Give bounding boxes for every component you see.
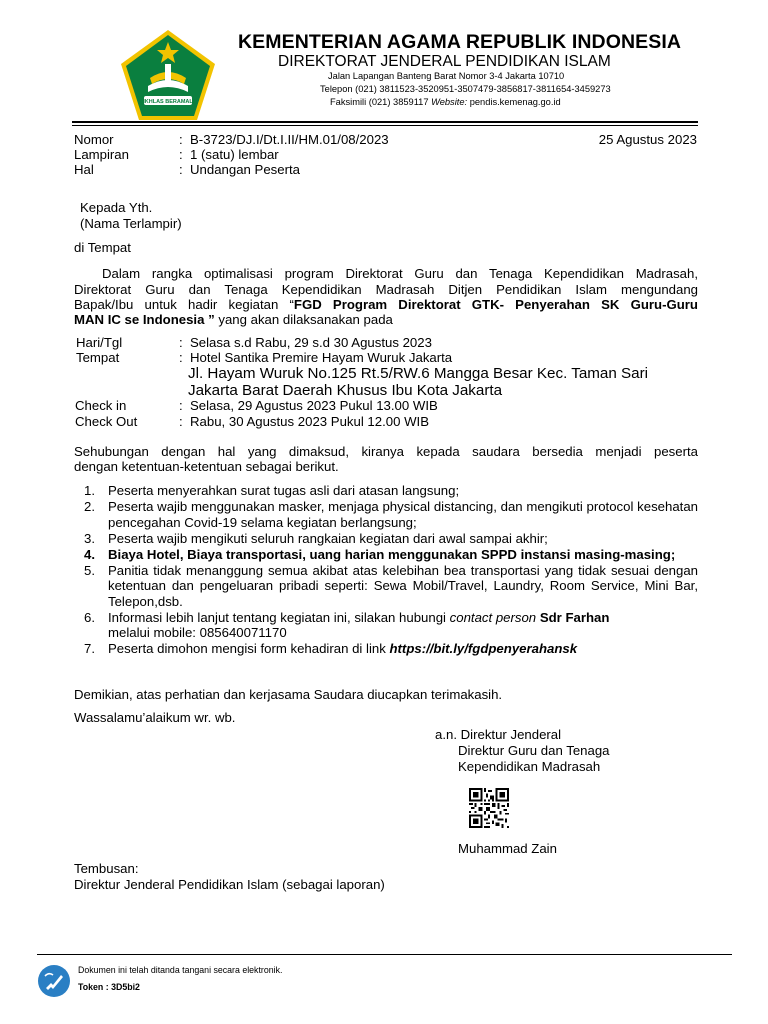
hari-value: Selasa s.d Rabu, 29 s.d 30 Agustus 2023 [190, 335, 432, 350]
closing-line1: Demikian, atas perhatian dan kerjasama Saudara diucapkan terimakasih. [74, 687, 503, 702]
cc-label: Tembusan: [74, 861, 139, 876]
e-sign-token: Token : 3D5bi2 [78, 982, 140, 992]
colon: : [179, 335, 183, 350]
list-item: 2. Peserta wajib menggunakan masker, menjaga physical distancing, dan mengikuti protocol kesehatan pencegahan Covid-19 selama kegiatan berlangsung; [84, 499, 698, 530]
list-item: 7. Peserta dimohon mengisi form kehadiran di link https://bit.ly/fgdpenyerahansk [84, 641, 578, 656]
checkout-label: Check Out [75, 414, 138, 429]
intro-line4: MAN IC se Indonesia ” yang akan dilaksanakan pada [74, 312, 393, 327]
hal-label: Hal [74, 162, 94, 177]
checkin-label: Check in [75, 398, 127, 413]
list-item: 5. Panitia tidak menanggung semua akibat atas kelebihan bea transportasi yang tidak sesuai dengan ketentuan dan pengeluaran pribadi seperti: Sewa Mobil/Travel, Laundry, Room Service, Mini Bar, Telepon,dsb. [84, 562, 698, 609]
org-name: KEMENTERIAN AGAMA REPUBLIK INDONESIA [238, 31, 682, 53]
directorate-name: DIREKTORAT JENDERAL PENDIDIKAN ISLAM [278, 53, 611, 70]
signature-title1: a.n. Direktur Jenderal [435, 727, 562, 742]
signatory-name: Muhammad Zain [458, 841, 557, 856]
lampiran-value: 1 (satu) lembar [190, 147, 279, 162]
colon: : [179, 398, 183, 413]
requirements-list [74, 483, 698, 657]
body2-line1: Sehubungan dengan hal yang dimaksud, kiranya kepada saudara bersedia menjadi peserta [74, 444, 698, 459]
recipient-line1: Kepada Yth. [80, 200, 153, 215]
tempat-label: Tempat [76, 350, 120, 365]
signature-title3: Kependidikan Madrasah [458, 759, 601, 774]
checkin-value: Selasa, 29 Agustus 2023 Pukul 13.00 WIB [190, 398, 438, 413]
body2-line2: dengan ketentuan-ketentuan sebagai berikut. [74, 459, 339, 474]
lampiran-label: Lampiran [74, 147, 129, 162]
signature-title2: Direktur Guru dan Tenaga [458, 743, 610, 758]
list-item: 6. Informasi lebih lanjut tentang kegiatan ini, silakan hubungi contact person Sdr Farhan melalui mobile: 085640071170 [84, 609, 610, 640]
colon: : [179, 162, 183, 177]
org-address: Jalan Lapangan Banteng Barat Nomor 3-4 Jakarta 10710 [328, 71, 565, 81]
colon: : [179, 350, 183, 365]
hal-value: Undangan Peserta [190, 162, 300, 177]
list-item: 4. Biaya Hotel, Biaya transportasi, uang harian menggunakan SPPD instansi masing-masing; [84, 546, 676, 562]
e-sign-note: Dokumen ini telah ditanda tangani secara elektronik. [78, 965, 283, 975]
recipient-line3: di Tempat [74, 240, 131, 255]
intro-line2: Direktorat Guru dan Tenaga Kependidikan Madrasah Ditjen Pendidikan Islam mengundang [74, 282, 698, 297]
letterhead-divider-thin [72, 125, 698, 126]
attendance-form-link[interactable]: https://bit.ly/fgdpenyerahansk [389, 641, 578, 656]
colon: : [179, 132, 183, 147]
checkout-value: Rabu, 30 Agustus 2023 Pukul 12.00 WIB [190, 414, 429, 429]
recipient-line2: (Nama Terlampir) [80, 216, 182, 231]
closing-line2: Wassalamu’alaikum wr. wb. [74, 710, 236, 725]
hari-label: Hari/Tgl [76, 335, 123, 350]
letter-date: 25 Agustus 2023 [598, 132, 697, 147]
letterhead-divider [72, 121, 698, 123]
intro-line1: Dalam rangka optimalisasi program Direktorat Guru dan Tenaga Kependidikan Madrasah, [102, 266, 698, 281]
intro-line3: Bapak/Ibu untuk hadir kegiatan “FGD Program Direktorat GTK- Penyerahan SK Guru-Guru [74, 297, 698, 312]
svg-text:IKHLAS BERAMAL: IKHLAS BERAMAL [143, 99, 193, 105]
list-item: 3. Peserta wajib mengikuti seluruh rangkaian kegiatan dari awal sampai akhir; [84, 530, 548, 546]
colon: : [179, 147, 183, 162]
org-fax: Faksimili (021) 3859117 Website: pendis.kemenag.go.id [330, 97, 561, 107]
cc-line1: Direktur Jenderal Pendidikan Islam (sebagai laporan) [74, 877, 385, 892]
qr-code-signature [469, 788, 509, 828]
org-phone: Telepon (021) 3811523-3520951-3507479-3856817-3811654-3459273 [320, 84, 611, 94]
ministry-logo [118, 28, 218, 122]
footer-divider [37, 954, 732, 955]
venue-address-line2: Jakarta Barat Daerah Khusus Ibu Kota Jakarta [188, 382, 503, 399]
e-signature-icon [37, 964, 71, 998]
tempat-value: Hotel Santika Premire Hayam Wuruk Jakarta [190, 350, 453, 365]
nomor-label: Nomor [74, 132, 114, 147]
list-item: 1. Peserta menyerahkan surat tugas asli dari atasan langsung; [84, 483, 460, 498]
nomor-value: B-3723/DJ.I/Dt.I.II/HM.01/08/2023 [190, 132, 389, 147]
colon: : [179, 414, 183, 429]
venue-address-line1: Jl. Hayam Wuruk No.125 Rt.5/RW.6 Mangga Besar Kec. Taman Sari [188, 365, 649, 382]
